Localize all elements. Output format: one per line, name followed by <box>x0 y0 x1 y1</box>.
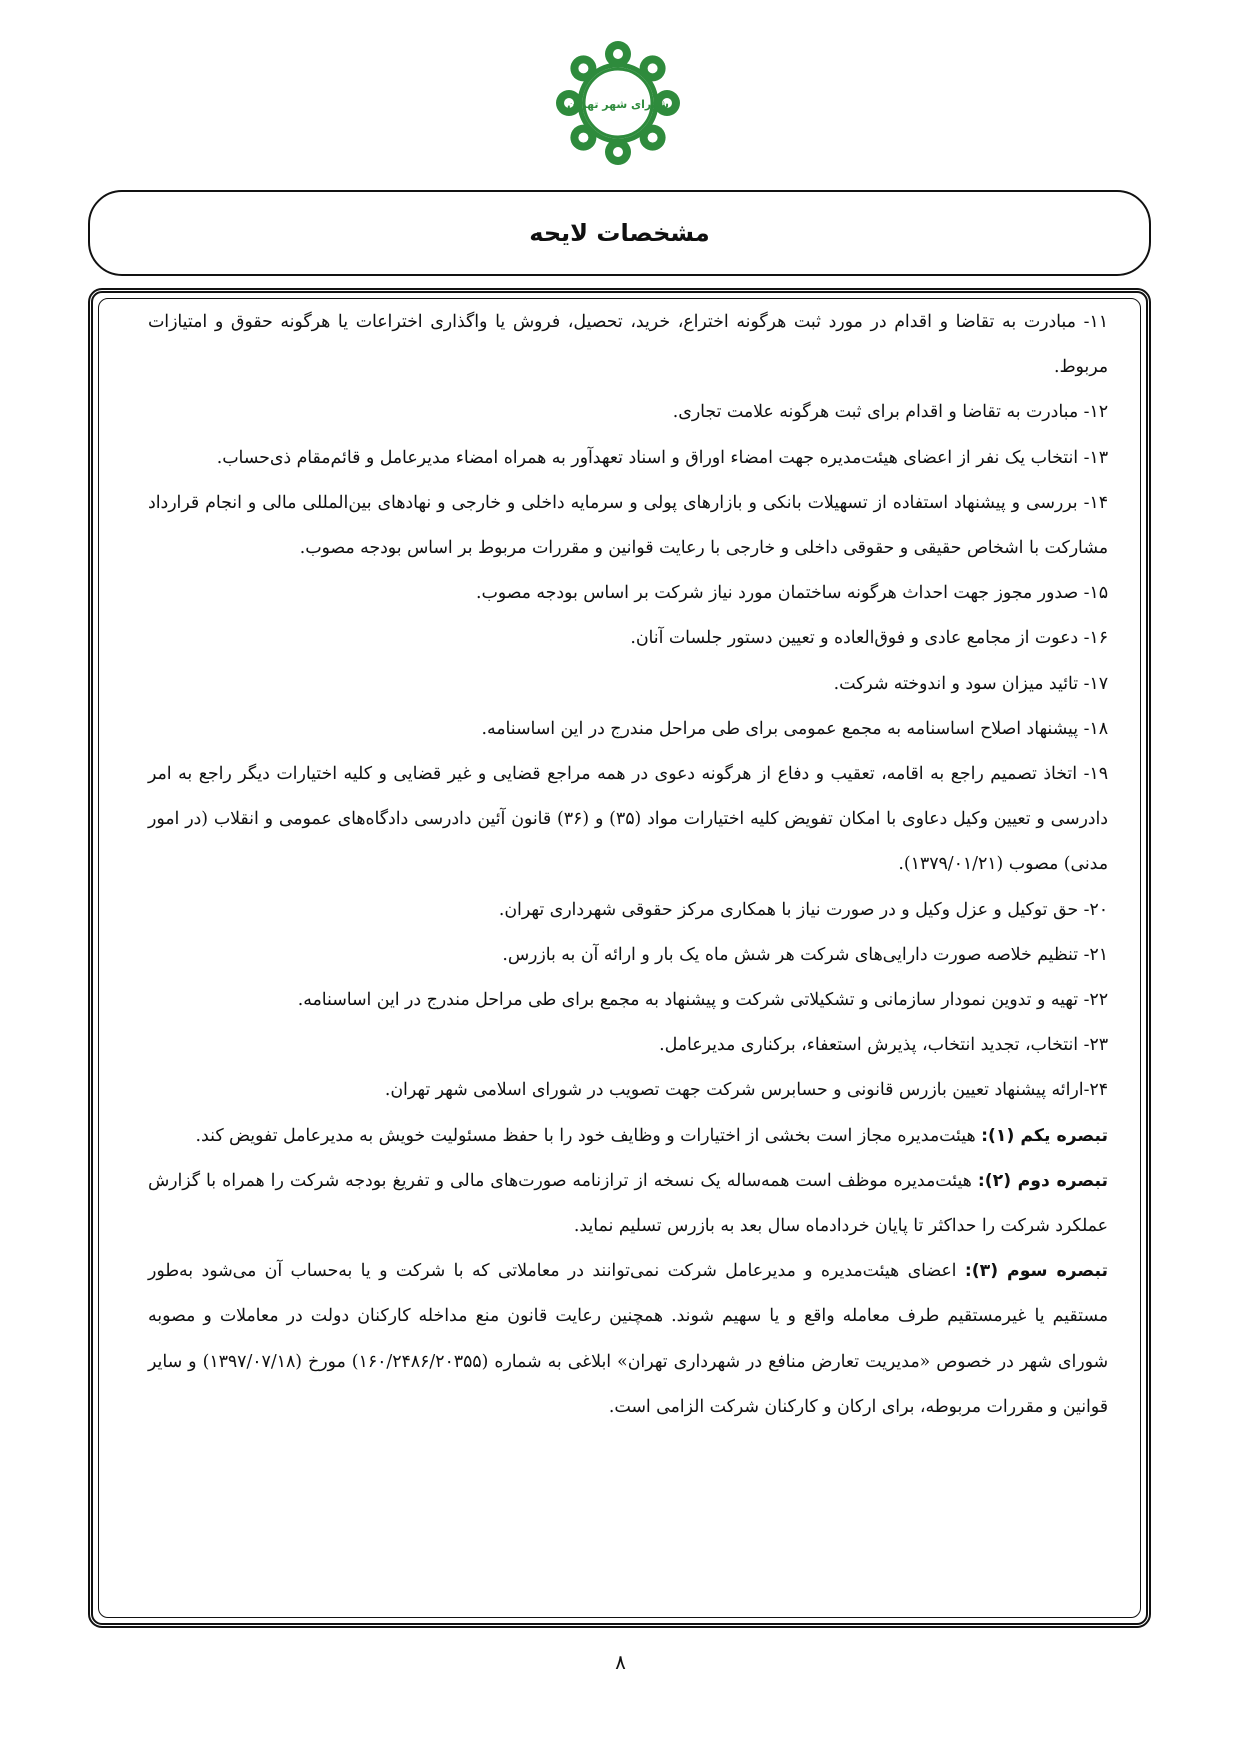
note-2 <box>148 1159 1108 1249</box>
note-label: تبصره یکم (۱): <box>981 1125 1108 1146</box>
list-item: ۲۲- تهیه و تدوین نمودار سازمانی و تشکیلاتی شرکت و پیشنهاد به مجمع برای طی مراحل مندرج در این اساسنامه. <box>297 990 1108 1011</box>
list-item: ۱۶- دعوت از مجامع عادی و فوق‌العاده و تعیین دستور جلسات آنان. <box>630 628 1108 649</box>
list-item: ۱۸- پیشنهاد اصلاح اساسنامه به مجمع عمومی برای طی مراحل مندرج در این اساسنامه. <box>481 718 1108 739</box>
note-label: تبصره سوم (۳): <box>964 1261 1108 1282</box>
list-item: ۱۴- بررسی و پیشنهاد استفاده از تسهیلات بانکی و بازارهای پولی و سرمایه داخلی و خارجی و نهادهای بین‌المللی مالی و انجام قرارداد مشارکت با اشخاص حقیقی و حقوقی داخلی و خارجی با رعایت قوانین و مقررات مربوط بر اساس بودجه مصوب. <box>148 492 1108 559</box>
page-number: ۸ <box>615 1650 626 1674</box>
list-item: ۲۳- انتخاب، تجدید انتخاب، پذیرش استعفاء، برکناری مدیرعامل. <box>659 1035 1108 1056</box>
title-box <box>88 190 1151 276</box>
page-title: مشخصات لایحه <box>529 219 710 247</box>
logo-text: شورای شهر تهران <box>567 98 669 111</box>
list-item: ۱۷- تائید میزان سود و اندوخته شرکت. <box>833 673 1108 694</box>
note-1 <box>148 1114 1108 1159</box>
note-text: هیئت‌مدیره مجاز است بخشی از اختیارات و وظایف خود را با حفظ مسئولیت خویش به مدیرعامل تفویض کند. <box>195 1125 982 1146</box>
note-label: تبصره دوم (۲): <box>977 1170 1108 1191</box>
tehran-city-council-logo <box>555 40 681 166</box>
note-text: هیئت‌مدیره موظف است همه‌ساله یک نسخه از ترازنامه صورت‌های مالی و تفریغ بودجه شرکت را همراه با گزارش عملکرد شرکت را حداکثر تا پایان خردادماه سال بعد به بازرس تسلیم نماید. <box>148 1170 1108 1237</box>
list-item: ۱۵- صدور مجوز جهت احداث هرگونه ساختمان مورد نیاز شرکت بر اساس بودجه مصوب. <box>475 583 1108 604</box>
list-item: ۲۱- تنظیم خلاصه صورت دارایی‌های شرکت هر شش ماه یک بار و ارائه آن به بازرس. <box>502 944 1108 965</box>
list-item: ۱۳- انتخاب یک نفر از اعضای هیئت‌مدیره جهت امضاء اوراق و اسناد تعهدآور به همراه امضاء مدیرعامل و قائم‌مقام ذی‌حساب. <box>216 447 1108 468</box>
list-item: ۲۴-ارائه پیشنهاد تعیین بازرس قانونی و حسابرس شرکت جهت تصویب در شورای اسلامی شهر تهران. <box>384 1080 1108 1101</box>
note-text: اعضای هیئت‌مدیره و مدیرعامل شرکت نمی‌توانند در معاملاتی که با شرکت و یا به‌حساب آن می‌شود به‌طور مستقیم یا غیرمستقیم طرف معامله واقع و یا سهیم شوند. همچنین رعایت قانون منع مداخله کارکنان دولت در معاملات و مصوبه شورای شهر در خصوص «مدیریت تعارض منافع در شهرداری تهران» ابلاغی به شماره (۱۶۰/۲۴۸۶/۲۰۳۵۵) مورخ (۱۳۹۷/۰۷/۱۸) و سایر قوانین و مقررات مربوطه، برای ارکان و کارکنان شرکت الزامی است. <box>148 1261 1109 1417</box>
list-item: ۱۱- مبادرت به تقاضا و اقدام در مورد ثبت هرگونه اختراع، خرید، تحصیل، فروش یا واگذاری اختراعات یا هرگونه حقوق و امتیازات مربوط. <box>148 312 1108 378</box>
list-item: ۱۲- مبادرت به تقاضا و اقدام برای ثبت هرگونه علامت تجاری. <box>672 402 1108 423</box>
note-3 <box>148 1249 1108 1430</box>
document-body <box>148 300 1108 1430</box>
list-item: ۲۰- حق توکیل و عزل وکیل و در صورت نیاز با همکاری مرکز حقوقی شهرداری تهران. <box>498 899 1108 920</box>
list-item: ۱۹- اتخاذ تصمیم راجع به اقامه، تعقیب و دفاع از هرگونه دعوی در همه مراجع قضایی و غیر قضایی و کلیه اختیارات دیگر راجع به امر دادرسی و تعیین وکیل دعاوی با امکان تفویض کلیه اختیارات مواد (۳۵) و (۳۶) قانون آئین دادرسی دادگاه‌های عمومی و انقلاب (در امور مدنی) مصوب (۱۳۷۹/۰۱/۲۱). <box>148 764 1108 875</box>
